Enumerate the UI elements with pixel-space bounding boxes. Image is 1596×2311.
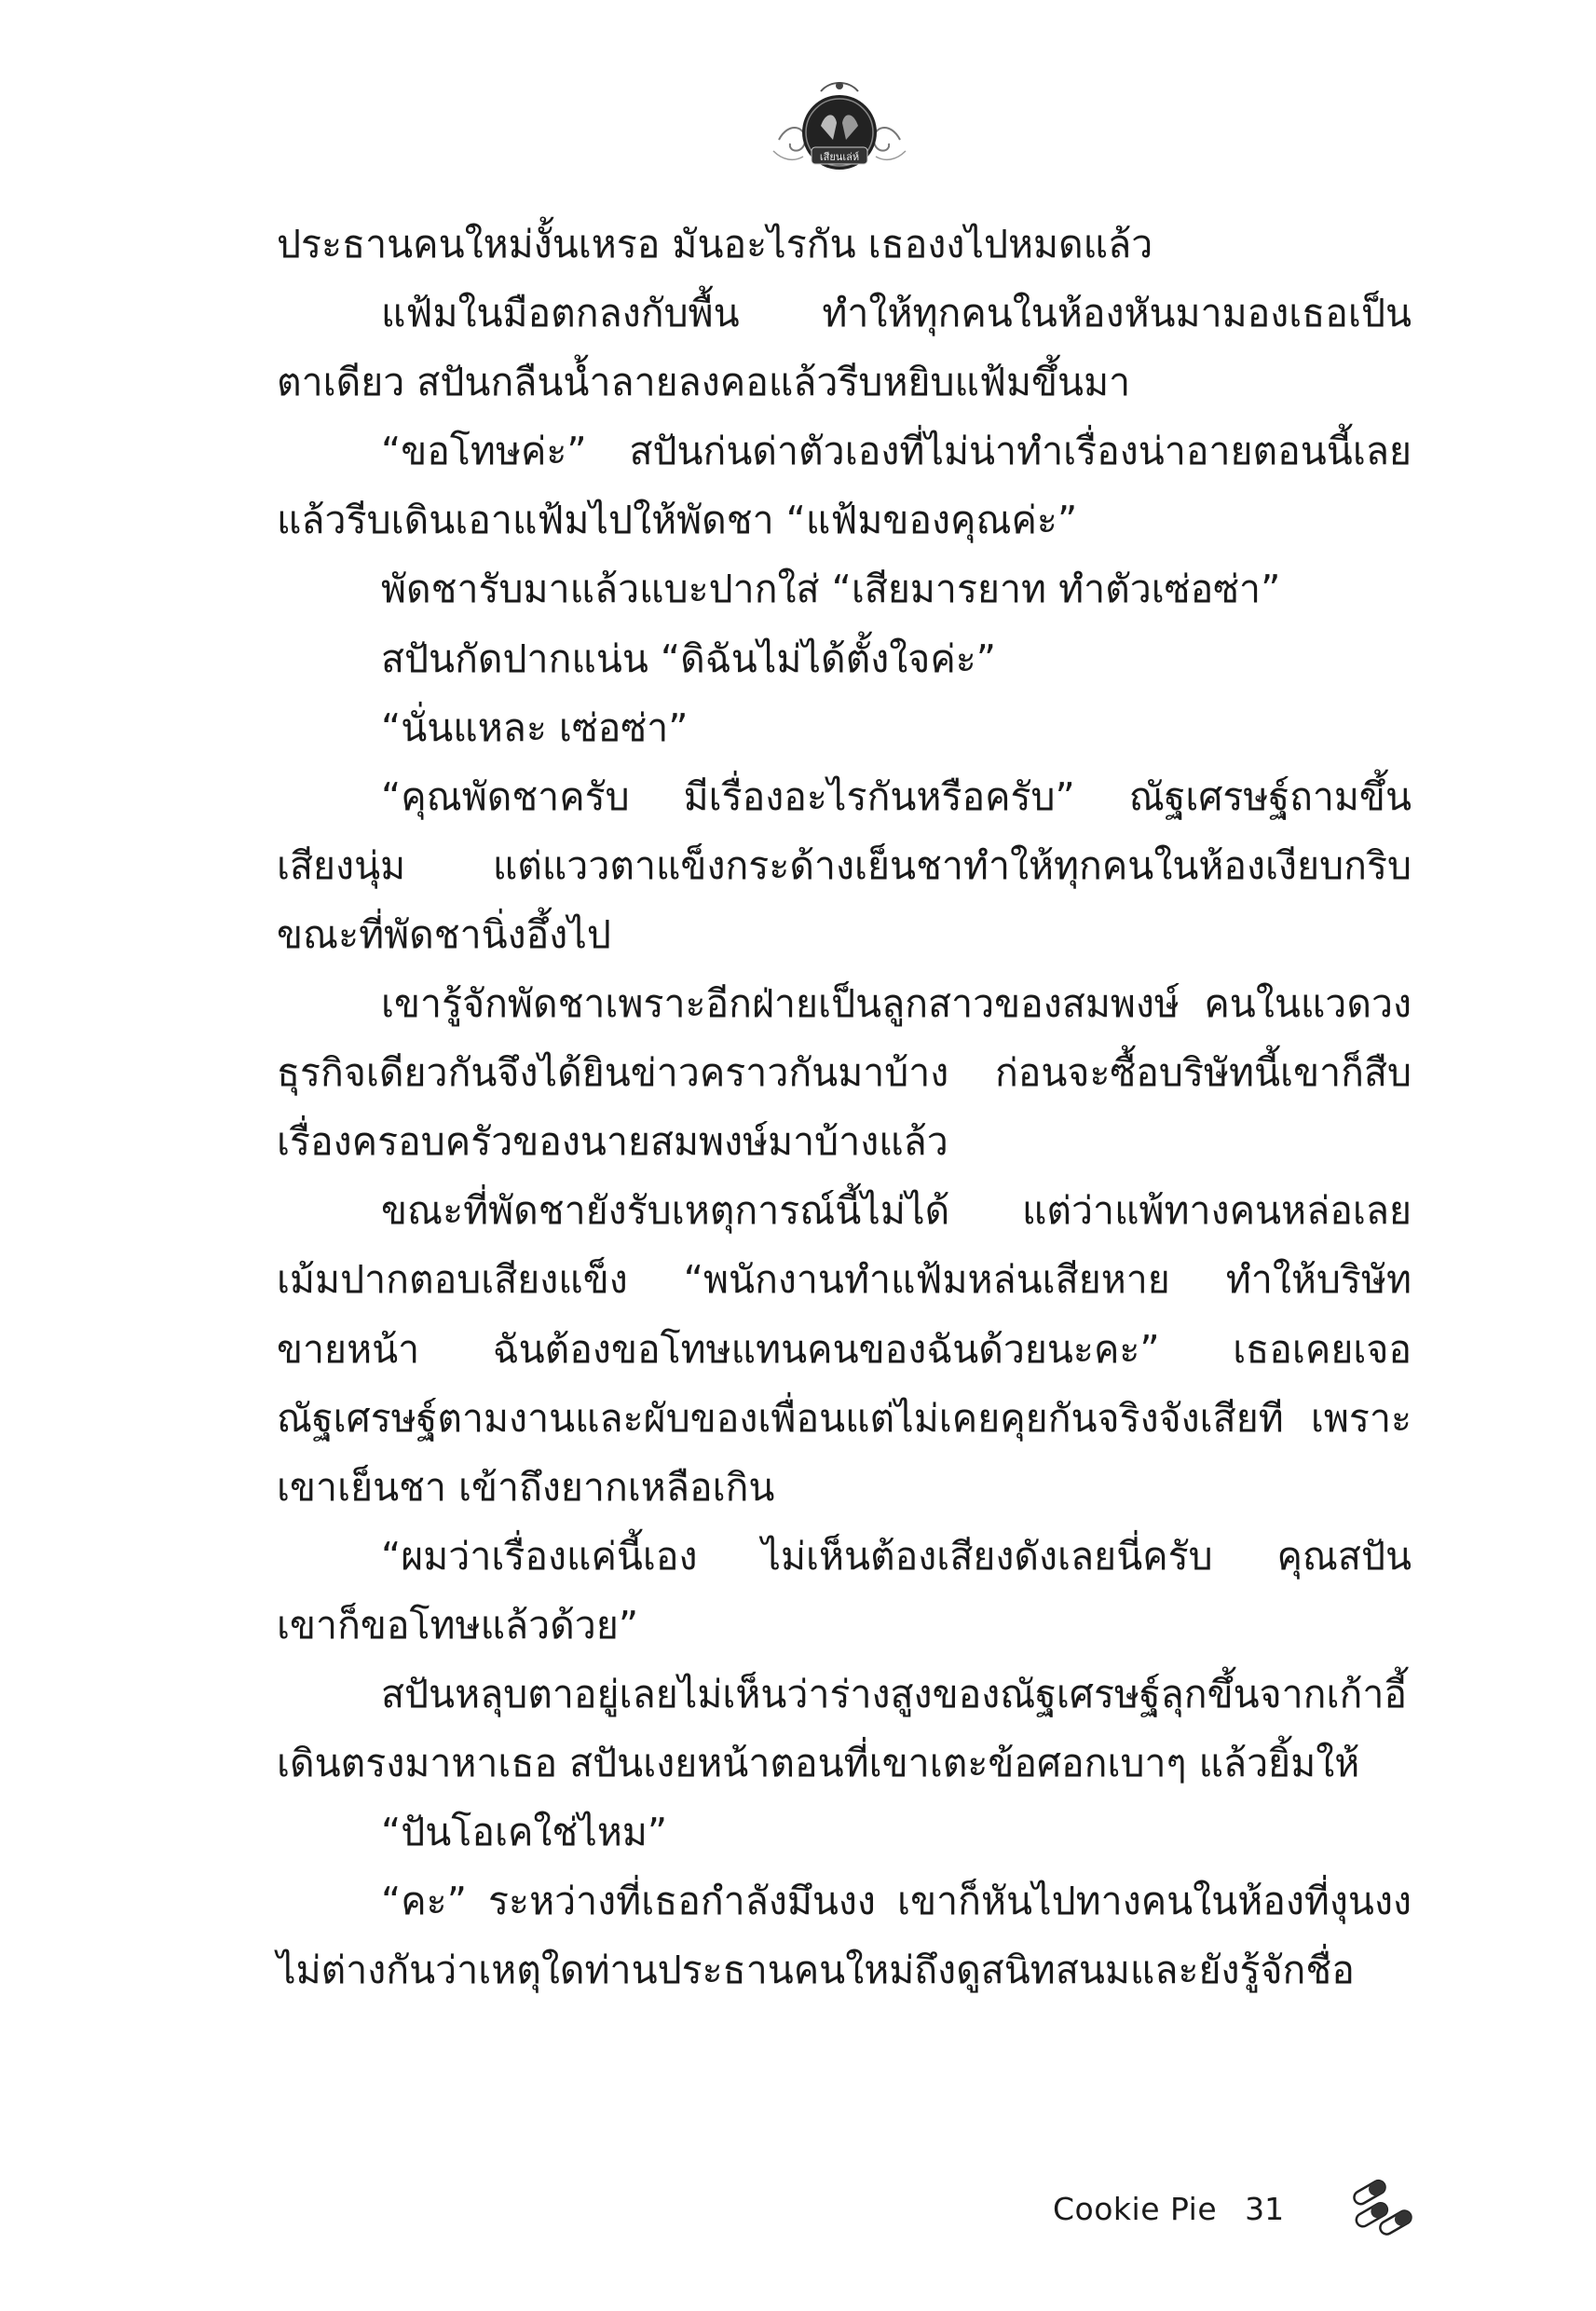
text-line: เขาก็ขอโทษแล้วด้วย” xyxy=(277,1602,639,1648)
pills-icon xyxy=(1342,2176,1416,2241)
text-line: ณัฐเศรษฐ์ตามงานและผับของเพื่อนแต่ไม่เคยคุยกันจริงจังเสียที เพราะ xyxy=(277,1395,1412,1441)
text-line: เรื่องครอบครัวของนายสมพงษ์มาบ้างแล้ว xyxy=(277,1119,948,1165)
text-line: ประธานคนใหม่งั้นเหรอ มันอะไรกัน เธองงไปหมดแล้ว xyxy=(277,222,1153,267)
text-line: ขณะที่พัดชายังรับเหตุการณ์นี้ไม่ได้ แต่ว่าแพ้ทางคนหล่อเลย xyxy=(381,1188,1412,1234)
text-line: เดินตรงมาหาเธอ สปันเงยหน้าตอนที่เขาเตะข้อศอกเบาๆ แล้วยิ้มให้ xyxy=(277,1741,1360,1786)
text-line: “ปันโอเคใช่ไหม” xyxy=(381,1810,668,1855)
text-line: สปันหลุบตาอยู่เลยไม่เห็นว่าร่างสูงของณัฐเศรษฐ์ลุกขึ้นจากเก้าอี้ xyxy=(381,1671,1407,1716)
text-line: แฟ้มในมือตกลงกับพื้น ทำให้ทุกคนในห้องหันมามองเธอเป็น xyxy=(381,291,1412,336)
text-line: “นั่นแหละ เซ่อซ่า” xyxy=(381,704,689,750)
text-line: ไม่ต่างกันว่าเหตุใดท่านประธานคนใหม่ถึงดูสนิทสนมและยังรู้จักชื่อ xyxy=(277,1948,1355,1993)
body-text xyxy=(277,210,1412,2004)
text-line: เขารู้จักพัดชาเพราะอีกฝ่ายเป็นลูกสาวของสมพงษ์ คนในแวดวง xyxy=(381,981,1412,1027)
book-title: Cookie Pie xyxy=(1053,2190,1218,2227)
page-footer xyxy=(1053,2181,1284,2236)
text-line: “คุณพัดชาครับ มีเรื่องอะไรกันหรือครับ” ณัฐเศรษฐ์ถามขึ้น xyxy=(381,773,1412,819)
text-line: พัดชารับมาแล้วแบะปากใส่ “เสียมารยาท ทำตัวเซ่อซ่า” xyxy=(381,567,1281,612)
book-emblem-logo xyxy=(770,75,909,177)
text-line: เสียงนุ่ม แต่แววตาแข็งกระด้างเย็นชาทำให้ทุกคนในห้องเงียบกริบ xyxy=(277,842,1412,888)
text-line: เขาเย็นชา เข้าถึงยากเหลือเกิน xyxy=(277,1464,775,1510)
text-line: ขณะที่พัดชานิ่งอึ้งไป xyxy=(277,911,611,957)
text-line: ตาเดียว สปันกลืนน้ำลายลงคอแล้วรีบหยิบแฟ้มขึ้นมา xyxy=(277,360,1131,405)
text-line: “ขอโทษค่ะ” สปันก่นด่าตัวเองที่ไม่น่าทำเรื่องน่าอายตอนนี้เลย xyxy=(381,429,1412,474)
text-line: “คะ” ระหว่างที่เธอกำลังมึนงง เขาก็หันไปทางคนในห้องที่งุนงง xyxy=(381,1879,1412,1924)
page-number: 31 xyxy=(1245,2190,1285,2227)
svg-text:เสียนเล่ห์: เสียนเล่ห์ xyxy=(819,151,860,163)
text-line: “ผมว่าเรื่องแค่นี้เอง ไม่เห็นต้องเสียงดังเลยนี่ครับ คุณสปัน xyxy=(381,1533,1412,1579)
text-line: ธุรกิจเดียวกันจึงได้ยินข่าวคราวกันมาบ้าง ก่อนจะซื้อบริษัทนี้เขาก็สืบ xyxy=(277,1050,1412,1096)
text-line: แล้วรีบเดินเอาแฟ้มไปให้พัดชา “แฟ้มของคุณค่ะ” xyxy=(277,498,1078,543)
text-line: เม้มปากตอบเสียงแข็ง “พนักงานทำแฟ้มหล่นเสียหาย ทำให้บริษัท xyxy=(277,1257,1412,1303)
text-line: สปันกัดปากแน่น “ดิฉันไม่ได้ตั้งใจค่ะ” xyxy=(381,636,997,681)
text-line: ขายหน้า ฉันต้องขอโทษแทนคนของฉันด้วยนะคะ” เธอเคยเจอ xyxy=(277,1326,1412,1372)
